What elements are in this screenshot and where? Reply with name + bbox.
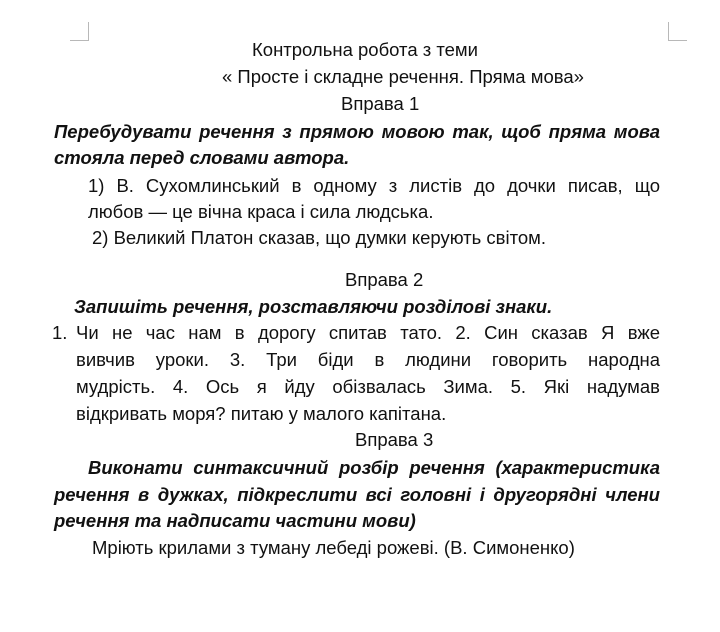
exercise-1-task <box>54 118 660 145</box>
exercise-3-sentence: Мріють крилами з туману лебеді рожеві. (В. Симоненко) <box>92 537 575 558</box>
exercise-1-item-1-line-1: 1) В. Сухомлинський в одному з листів до дочки писав, що <box>88 175 660 196</box>
exercise-2-heading: Вправа 2 <box>345 269 424 290</box>
exercise-1-item-1-line-2: любов — це вічна краса і сила людська. <box>88 201 434 222</box>
exercise-3-task-line-3: речення та надписати частини мови) <box>54 510 416 531</box>
exercise-3-task-first <box>88 454 660 481</box>
margin-corner-mark-left <box>70 22 89 41</box>
exercise-3-heading: Вправа 3 <box>355 429 434 450</box>
exercise-2-list-number: 1. <box>52 322 68 343</box>
margin-corner-mark-right <box>668 22 687 41</box>
exercise-3-task-line-2: речення в дужках, підкреслити всі головні і другорядні члени <box>54 484 660 505</box>
exercise-2-task: Запишіть речення, розставляючи розділові знаки. <box>74 296 553 317</box>
exercise-2-text-line-3: мудрість. 4. Ось я йду обізвалась Зима. 5. Які надумав <box>76 376 660 397</box>
exercise-1-item-2: 2) Великий Платон сказав, що думки керують світом. <box>92 227 547 248</box>
exercise-2-text-line-4: відкривать моря? питаю у малого капітана. <box>76 403 447 424</box>
title-line-2: « Просте і складне речення. Пряма мова» <box>222 66 584 87</box>
exercise-2-text-line-2: вивчив уроки. 3. Три біди в людини говорить народна <box>76 349 660 370</box>
exercise-1-heading: Вправа 1 <box>341 93 420 114</box>
exercise-2-text-line-1: Чи не час нам в дорогу спитав тато. 2. Син сказав Я вже <box>76 322 660 343</box>
title-line-1: Контрольна робота з теми <box>252 39 478 60</box>
exercise-1-task-line-2: стояла перед словами автора. <box>54 147 350 168</box>
exercise-3-task-second <box>54 481 660 508</box>
exercise-1-item-1 <box>88 172 660 199</box>
exercise-3-task-line-1: Виконати синтаксичний розбір речення (характеристика <box>88 457 660 478</box>
exercise-1-task-line-1: Перебудувати речення з прямою мовою так, щоб пряма мова <box>54 121 660 142</box>
exercise-2-text <box>76 319 660 400</box>
